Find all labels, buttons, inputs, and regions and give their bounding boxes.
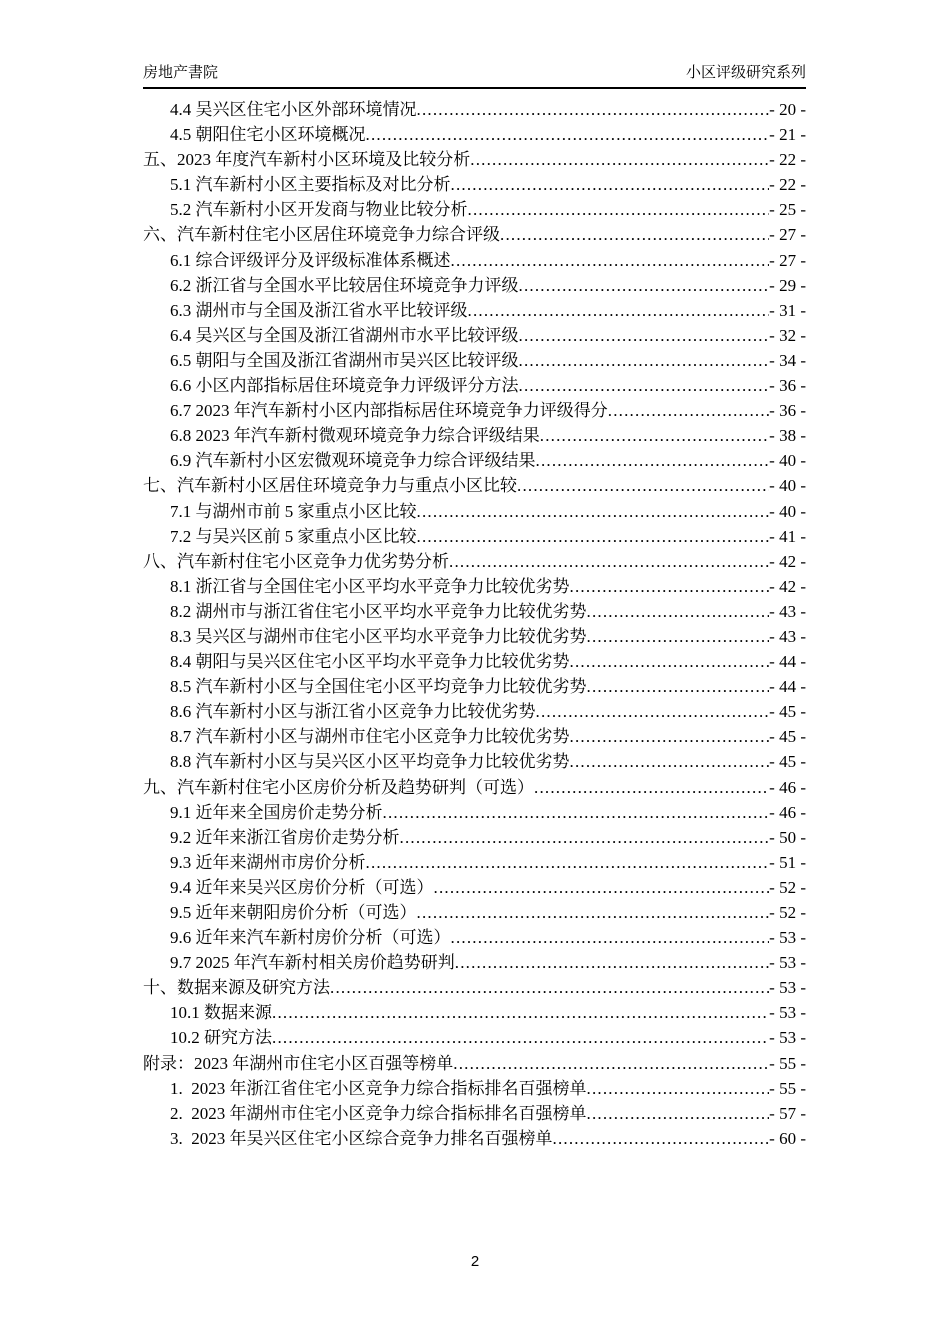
toc-entry[interactable] xyxy=(143,348,806,373)
toc-entry-label: 9.2 近年来浙江省房价走势分析 xyxy=(170,827,400,847)
toc-entry-label: 七、汽车新村小区居住环境竞争力与重点小区比较 xyxy=(143,476,517,496)
toc-entry[interactable] xyxy=(143,850,806,875)
toc-page-number: - 27 - xyxy=(769,225,806,245)
toc-dot-leader xyxy=(534,775,769,800)
toc-dot-leader xyxy=(330,975,769,1000)
toc-page-number: - 50 - xyxy=(769,827,806,847)
toc-page-number: - 38 - xyxy=(769,426,806,446)
toc-entry-label: 8.5 汽车新村小区与全国住宅小区平均竞争力比较优劣势 xyxy=(170,677,587,697)
footer-page-number: 2 xyxy=(470,1253,480,1270)
toc-entry[interactable] xyxy=(143,398,806,423)
toc-page-number: - 60 - xyxy=(769,1128,806,1148)
toc-entry[interactable] xyxy=(143,724,806,749)
toc-entry-label: 五、2023 年度汽车新村小区环境及比较分析 xyxy=(143,150,471,170)
toc-entry[interactable] xyxy=(143,574,806,599)
toc-dot-leader xyxy=(455,950,769,975)
toc-dot-leader xyxy=(587,1076,770,1101)
toc-page-number: - 22 - xyxy=(769,150,806,170)
toc-dot-leader xyxy=(400,825,770,850)
toc-dot-leader xyxy=(417,900,770,925)
toc-page-number: - 43 - xyxy=(769,601,806,621)
toc-entry[interactable] xyxy=(143,975,806,1000)
toc-page-number: - 32 - xyxy=(769,325,806,345)
toc-page-number: - 36 - xyxy=(769,376,806,396)
toc-page-number: - 55 - xyxy=(769,1078,806,1098)
toc-entry[interactable] xyxy=(143,1076,806,1101)
toc-entry-label: 九、汽车新村住宅小区房价分析及趋势研判（可选） xyxy=(143,777,534,797)
toc-dot-leader xyxy=(553,1126,770,1151)
toc-entry[interactable] xyxy=(143,248,806,273)
toc-entry-label: 7.1 与湖州市前 5 家重点小区比较 xyxy=(170,501,417,521)
toc-page-number: - 52 - xyxy=(769,903,806,922)
toc-entry-label: 8.3 吴兴区与湖州市住宅小区平均水平竞争力比较优劣势 xyxy=(170,626,587,646)
toc-entry[interactable] xyxy=(143,122,806,147)
toc-entry-label: 6.8 2023 年汽车新村微观环境竞争力综合评级结果 xyxy=(170,426,540,446)
toc-entry-label: 6.9 汽车新村小区宏微观环境竞争力综合评级结果 xyxy=(170,451,536,471)
toc-dot-leader xyxy=(570,749,770,774)
toc-entry[interactable] xyxy=(143,373,806,398)
toc-page-number: - 53 - xyxy=(769,1003,806,1023)
toc-entry-label: 4.4 吴兴区住宅小区外部环境情况 xyxy=(170,100,417,119)
toc-page-number: - 45 - xyxy=(769,752,806,772)
toc-dot-leader xyxy=(536,448,770,473)
toc-page-number: - 31 - xyxy=(769,300,806,320)
toc-entry[interactable] xyxy=(143,524,806,549)
toc-entry[interactable] xyxy=(143,197,806,222)
toc-entry-label: 1. 2023 年浙江省住宅小区竞争力综合指标排名百强榜单 xyxy=(170,1078,587,1098)
toc-entry[interactable] xyxy=(143,172,806,197)
toc-dot-leader xyxy=(519,348,770,373)
toc-page-number: - 52 - xyxy=(769,877,806,897)
toc-page-number: - 34 - xyxy=(769,350,806,370)
toc-page-number: - 53 - xyxy=(769,978,806,998)
toc-entry-label: 8.2 湖州市与浙江省住宅小区平均水平竞争力比较优劣势 xyxy=(170,601,587,621)
toc-page-number: - 55 - xyxy=(769,1053,806,1073)
toc-entry[interactable] xyxy=(143,749,806,774)
toc-dot-leader xyxy=(272,1025,769,1050)
toc-page-number: - 43 - xyxy=(769,626,806,646)
toc-dot-leader xyxy=(366,122,770,147)
toc-entry-label: 6.3 湖州市与全国及浙江省水平比较评级 xyxy=(170,300,468,320)
toc-entry[interactable] xyxy=(143,674,806,699)
toc-dot-leader xyxy=(470,147,769,172)
toc-entry-label: 9.6 近年来汽车新村房价分析（可选） xyxy=(170,928,451,948)
toc-page-number: - 44 - xyxy=(769,652,806,672)
toc-entry[interactable] xyxy=(143,624,806,649)
toc-dot-leader xyxy=(519,373,770,398)
toc-entry-label: 6.2 浙江省与全国水平比较居住环境竞争力评级 xyxy=(170,275,519,295)
toc-entry-label: 9.1 近年来全国房价走势分析 xyxy=(170,802,383,822)
toc-dot-leader xyxy=(451,925,770,950)
toc-dot-leader xyxy=(451,172,770,197)
toc-dot-leader xyxy=(519,273,770,298)
toc-entry[interactable] xyxy=(143,1025,806,1050)
toc-dot-leader xyxy=(587,599,770,624)
toc-dot-leader xyxy=(540,423,769,448)
toc-page-number: - 42 - xyxy=(769,551,806,571)
toc-entry-label: 六、汽车新村住宅小区居住环境竞争力综合评级 xyxy=(143,225,500,245)
toc-page-number: - 21 - xyxy=(769,125,806,145)
toc-entry[interactable] xyxy=(143,775,806,800)
toc-entry-label: 5.2 汽车新村小区开发商与物业比较分析 xyxy=(170,200,468,220)
toc-page-number: - 42 - xyxy=(769,576,806,596)
toc-entry-label: 八、汽车新村住宅小区竞争力优劣势分析 xyxy=(143,551,449,571)
toc-entry-label: 8.7 汽车新村小区与湖州市住宅小区竞争力比较优劣势 xyxy=(170,727,570,747)
toc-dot-leader xyxy=(570,574,770,599)
toc-entry-label: 6.1 综合评级评分及评级标准体系概述 xyxy=(170,250,451,270)
toc-entry[interactable] xyxy=(143,323,806,348)
header-right-title: 小区评级研究系列 xyxy=(685,64,806,81)
toc-entry[interactable] xyxy=(143,273,806,298)
toc-dot-leader xyxy=(587,624,770,649)
toc-entry[interactable] xyxy=(143,950,806,975)
toc-entry[interactable] xyxy=(143,649,806,674)
toc-dot-leader xyxy=(587,674,770,699)
header-left-title: 房地产書院 xyxy=(143,64,219,81)
toc-page-number: - 53 - xyxy=(769,953,806,973)
toc-dot-leader xyxy=(608,398,769,423)
toc-entry[interactable] xyxy=(143,499,806,524)
toc-entry-label: 2. 2023 年湖州市住宅小区竞争力综合指标排名百强榜单 xyxy=(170,1103,587,1123)
toc-entry-label: 9.3 近年来湖州市房价分析 xyxy=(170,852,366,872)
toc-entry[interactable] xyxy=(143,298,806,323)
toc-dot-leader xyxy=(519,323,770,348)
toc-entry-label: 6.6 小区内部指标居住环境竞争力评级评分方法 xyxy=(170,376,519,396)
toc-dot-leader xyxy=(417,524,770,549)
toc-dot-leader xyxy=(272,1000,769,1025)
toc-entry-label: 8.1 浙江省与全国住宅小区平均水平竞争力比较优劣势 xyxy=(170,576,570,596)
toc-entry-label: 附录：2023 年湖州市住宅小区百强等榜单 xyxy=(143,1053,454,1073)
toc-entry-label: 9.5 近年来朝阳房价分析（可选） xyxy=(170,903,417,922)
toc-dot-leader xyxy=(570,724,770,749)
toc-page-number: - 46 - xyxy=(769,777,806,797)
toc-page-number: - 51 - xyxy=(769,852,806,872)
toc-entry[interactable] xyxy=(143,900,806,925)
toc-dot-leader xyxy=(468,197,770,222)
toc-entry[interactable] xyxy=(143,875,806,900)
toc-entry[interactable] xyxy=(143,1051,806,1076)
toc-page-number: - 27 - xyxy=(769,250,806,270)
toc-page-number: - 36 - xyxy=(769,401,806,421)
toc-entry-label: 7.2 与吴兴区前 5 家重点小区比较 xyxy=(170,526,417,546)
toc-page-number: - 41 - xyxy=(769,526,806,546)
toc-dot-leader xyxy=(383,800,770,825)
toc-entry-label: 十、数据来源及研究方法 xyxy=(143,978,330,998)
toc-page-number: - 25 - xyxy=(769,200,806,220)
toc-page-number: - 40 - xyxy=(769,451,806,471)
toc-entry[interactable] xyxy=(143,423,806,448)
table-of-contents xyxy=(143,97,806,1151)
toc-dot-leader xyxy=(468,298,770,323)
toc-entry-label: 10.1 数据来源 xyxy=(170,1003,272,1023)
toc-entry-label: 9.7 2025 年汽车新村相关房价趋势研判 xyxy=(170,953,455,973)
toc-entry-label: 8.6 汽车新村小区与浙江省小区竞争力比较优劣势 xyxy=(170,702,536,722)
toc-entry[interactable] xyxy=(143,925,806,950)
toc-dot-leader xyxy=(570,649,770,674)
toc-entry[interactable] xyxy=(143,473,806,498)
toc-entry-label: 5.1 汽车新村小区主要指标及对比分析 xyxy=(170,175,451,195)
toc-dot-leader xyxy=(453,1051,769,1076)
toc-page-number: - 46 - xyxy=(769,802,806,822)
toc-entry[interactable] xyxy=(143,448,806,473)
page-footer xyxy=(0,1253,950,1270)
toc-dot-leader xyxy=(451,248,770,273)
toc-entry-label: 8.8 汽车新村小区与吴兴区小区平均竞争力比较优劣势 xyxy=(170,752,570,772)
toc-dot-leader xyxy=(517,473,769,498)
toc-entry-label: 6.4 吴兴区与全国及浙江省湖州市水平比较评级 xyxy=(170,325,519,345)
toc-page-number: - 29 - xyxy=(769,275,806,295)
toc-entry[interactable] xyxy=(143,97,806,122)
toc-entry-label: 6.5 朝阳与全国及浙江省湖州市吴兴区比较评级 xyxy=(170,350,519,370)
toc-page-number: - 57 - xyxy=(769,1103,806,1123)
toc-page-number: - 45 - xyxy=(769,727,806,747)
toc-entry[interactable] xyxy=(143,599,806,624)
toc-entry[interactable] xyxy=(143,1101,806,1126)
toc-entry-label: 10.2 研究方法 xyxy=(170,1028,272,1048)
toc-dot-leader xyxy=(417,97,770,122)
toc-dot-leader xyxy=(434,875,770,900)
toc-page-number: - 40 - xyxy=(769,476,806,496)
toc-dot-leader xyxy=(587,1101,770,1126)
toc-entry-label: 8.4 朝阳与吴兴区住宅小区平均水平竞争力比较优劣势 xyxy=(170,652,570,672)
toc-entry[interactable] xyxy=(143,699,806,724)
toc-entry[interactable] xyxy=(143,1126,806,1151)
toc-page-number: - 44 - xyxy=(769,677,806,697)
toc-entry-label: 3. 2023 年吴兴区住宅小区综合竞争力排名百强榜单 xyxy=(170,1128,553,1148)
toc-entry-label: 9.4 近年来吴兴区房价分析（可选） xyxy=(170,877,434,897)
toc-page-number: - 40 - xyxy=(769,501,806,521)
toc-page-number: - 45 - xyxy=(769,702,806,722)
toc-page-number: - 20 - xyxy=(769,100,806,119)
toc-entry[interactable] xyxy=(143,147,806,172)
toc-entry[interactable] xyxy=(143,222,806,247)
toc-page-number: - 53 - xyxy=(769,928,806,948)
toc-dot-leader xyxy=(366,850,770,875)
toc-dot-leader xyxy=(536,699,770,724)
toc-page-number: - 53 - xyxy=(769,1028,806,1048)
toc-entry-label: 6.7 2023 年汽车新村小区内部指标居住环境竞争力评级得分 xyxy=(170,401,608,421)
toc-entry[interactable] xyxy=(143,800,806,825)
toc-dot-leader xyxy=(417,499,770,524)
toc-entry[interactable] xyxy=(143,1000,806,1025)
toc-dot-leader xyxy=(500,222,769,247)
toc-entry-label: 4.5 朝阳住宅小区环境概况 xyxy=(170,125,366,145)
toc-dot-leader xyxy=(449,549,769,574)
toc-entry[interactable] xyxy=(143,825,806,850)
toc-entry[interactable] xyxy=(143,549,806,574)
page-header xyxy=(143,64,806,89)
toc-page-number: - 22 - xyxy=(769,175,806,195)
